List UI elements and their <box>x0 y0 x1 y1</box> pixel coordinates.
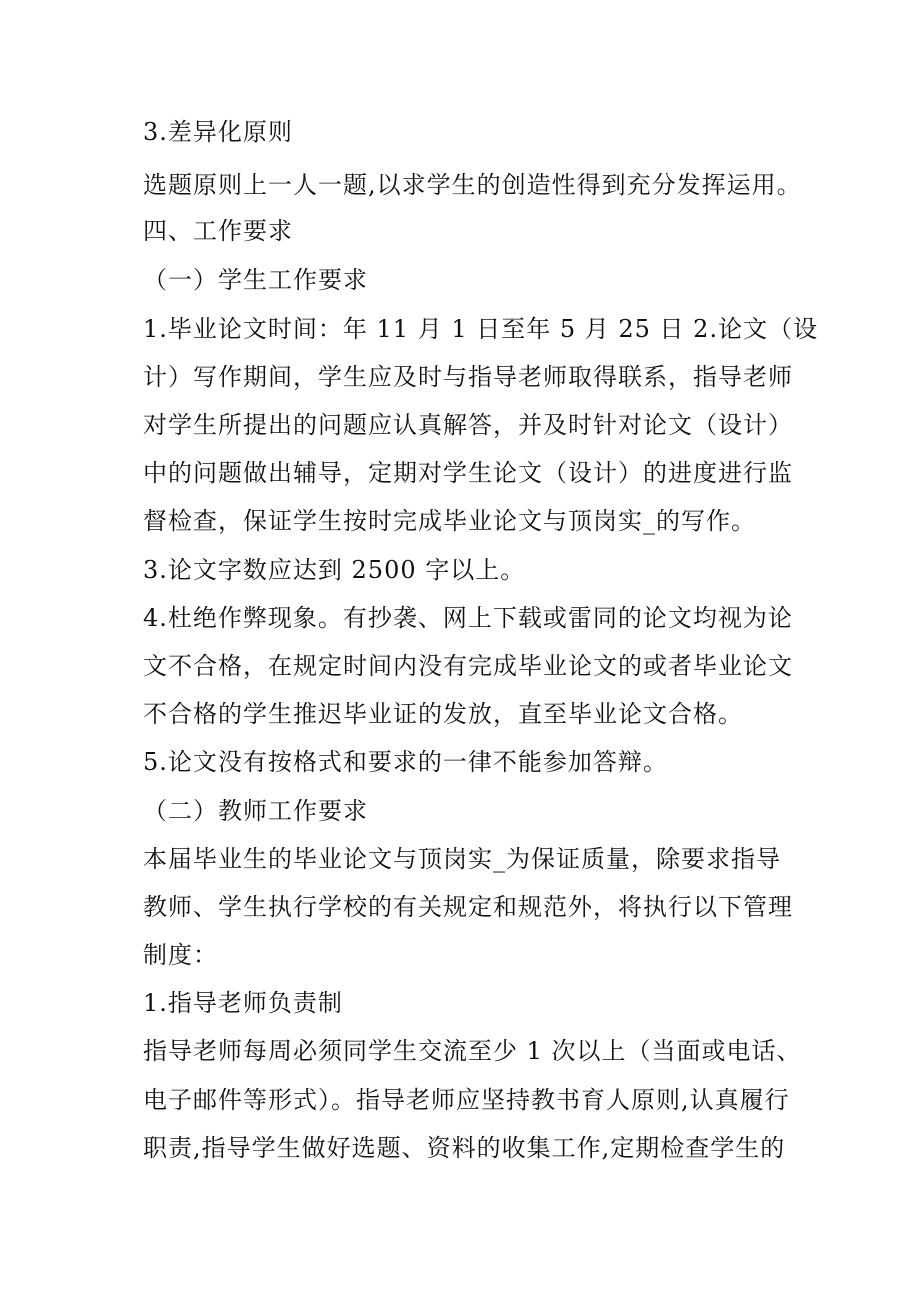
text-line: 5.论文没有按格式和要求的一律不能参加答辩。 <box>143 748 668 776</box>
text-line: （一）学生工作要求 <box>143 266 368 294</box>
text-line: 中的问题做出辅导，定期对学生论文（设计）的进度进行监 <box>143 459 793 487</box>
text-line: 4.杜绝作弊现象。有抄袭、网上下载或雷同的论文均视为论 <box>143 604 793 632</box>
text-line: 1.毕业论文时间：年 11 月 1 日至年 5 月 25 日 2.论文（设 <box>143 315 819 343</box>
text-line: 不合格的学生推迟毕业证的发放，直至毕业论文合格。 <box>143 700 743 728</box>
text-line: 3.差异化原则 <box>143 118 293 146</box>
text-line: 电子邮件等形式）。指导老师应坚持教书育人原则,认真履行 <box>143 1086 790 1114</box>
text-line: 3.论文字数应达到 2500 字以上。 <box>143 556 526 584</box>
text-line: 文不合格，在规定时间内没有完成毕业论文的或者毕业论文 <box>143 652 793 680</box>
text-line: 选题原则上一人一题,以求学生的创造性得到充分发挥运用。 <box>143 171 802 199</box>
text-line: 教师、学生执行学校的有关规定和规范外，将执行以下管理 <box>143 893 793 921</box>
text-line: 职责,指导学生做好选题、资料的收集工作,定期检查学生的 <box>143 1134 786 1162</box>
text-line: （二）教师工作要求 <box>143 797 368 825</box>
text-line: 本届毕业生的毕业论文与顶岗实_为保证质量，除要求指导 <box>143 845 781 873</box>
text-line: 1.指导老师负责制 <box>143 989 343 1017</box>
text-line: 计）写作期间，学生应及时与指导老师取得联系，指导老师 <box>143 363 793 391</box>
text-line: 督检查，保证学生按时完成毕业论文与顶岗实_的写作。 <box>143 507 756 535</box>
text-line: 制度： <box>143 941 218 969</box>
text-line: 四、工作要求 <box>143 217 293 245</box>
text-line: 指导老师每周必须同学生交流至少 1 次以上（当面或电话、 <box>143 1037 802 1065</box>
text-line: 对学生所提出的问题应认真解答，并及时针对论文（设计） <box>143 411 793 439</box>
